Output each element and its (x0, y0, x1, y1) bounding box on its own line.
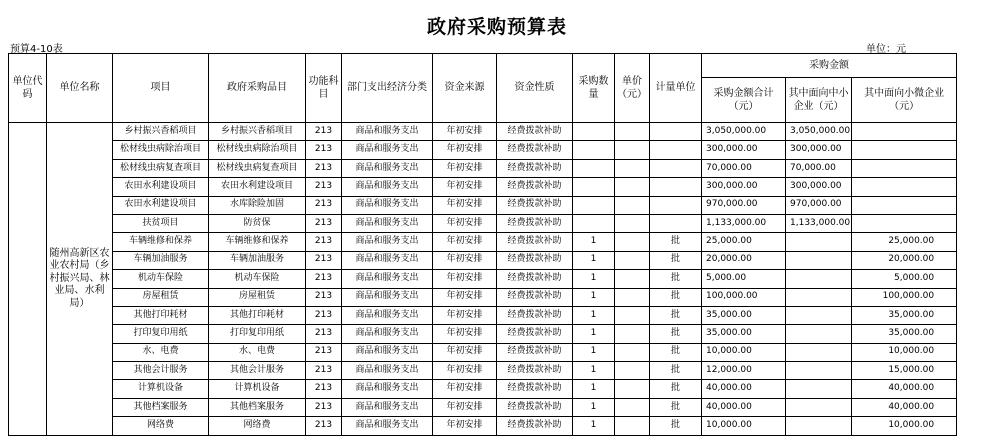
row-fund-source: 年初安排 (433, 141, 497, 159)
row-unit-price (615, 141, 650, 159)
row-item: 其他档案服务 (209, 398, 306, 416)
table-row (9, 178, 957, 196)
row-economic-class: 商品和服务支出 (342, 178, 433, 196)
row-project: 扶贫项目 (113, 214, 209, 232)
row-unit-price (615, 196, 650, 214)
row-fund-nature: 经费拨款补助 (497, 362, 573, 380)
row-function-subject: 213 (306, 306, 342, 324)
row-quantity (573, 159, 615, 177)
row-economic-class: 商品和服务支出 (342, 159, 433, 177)
header-amount-sme: 其中面向中小企业（元） (786, 78, 852, 123)
row-fund-nature: 经费拨款补助 (497, 159, 573, 177)
row-fund-nature: 经费拨款补助 (497, 196, 573, 214)
row-project: 松材线虫病除治项目 (113, 141, 209, 159)
row-item: 打印复印用纸 (209, 325, 306, 343)
row-quantity: 1 (573, 306, 615, 324)
row-unit-price (615, 288, 650, 306)
table-row (9, 141, 957, 159)
row-unit-price (615, 214, 650, 232)
table-row (9, 233, 957, 251)
row-amount-sme: 3,050,000.00 (786, 123, 852, 141)
row-project: 其他档案服务 (113, 398, 209, 416)
row-unit-price (615, 362, 650, 380)
row-fund-source: 年初安排 (433, 306, 497, 324)
row-function-subject: 213 (306, 159, 342, 177)
header-amount-total: 采购金额合计（元） (702, 78, 786, 123)
row-economic-class: 商品和服务支出 (342, 214, 433, 232)
row-amount-sme (786, 306, 852, 324)
table-row (9, 362, 957, 380)
row-fund-source: 年初安排 (433, 398, 497, 416)
row-economic-class: 商品和服务支出 (342, 362, 433, 380)
table-row (9, 159, 957, 177)
row-measure-unit: 批 (650, 270, 702, 288)
row-item: 防贫保 (209, 214, 306, 232)
table-row (9, 214, 957, 232)
row-fund-source: 年初安排 (433, 325, 497, 343)
row-fund-source: 年初安排 (433, 251, 497, 269)
row-amount-total: 300,000.00 (702, 141, 786, 159)
row-measure-unit: 批 (650, 233, 702, 251)
row-amount-micro: 35,000.00 (852, 325, 957, 343)
header-amount-micro: 其中面向小微企业（元） (852, 78, 957, 123)
row-measure-unit: 批 (650, 417, 702, 435)
row-amount-sme: 300,000.00 (786, 178, 852, 196)
currency-unit: 单位：元 (866, 44, 906, 55)
table-row (9, 196, 957, 214)
row-amount-micro (852, 159, 957, 177)
row-fund-source: 年初安排 (433, 123, 497, 141)
row-function-subject: 213 (306, 251, 342, 269)
row-function-subject: 213 (306, 214, 342, 232)
row-fund-nature: 经费拨款补助 (497, 417, 573, 435)
row-item: 房屋租赁 (209, 288, 306, 306)
row-amount-sme (786, 233, 852, 251)
row-measure-unit (650, 159, 702, 177)
header-economic-class: 部门支出经济分类 (342, 54, 433, 123)
row-fund-nature: 经费拨款补助 (497, 270, 573, 288)
row-economic-class: 商品和服务支出 (342, 325, 433, 343)
row-project: 乡村振兴香稻项目 (113, 123, 209, 141)
header-amount-group: 采购金额 (702, 54, 957, 78)
header-project: 项目 (113, 54, 209, 123)
row-unit-price (615, 123, 650, 141)
row-function-subject: 213 (306, 288, 342, 306)
row-measure-unit (650, 196, 702, 214)
row-amount-micro: 40,000.00 (852, 380, 957, 398)
row-fund-nature: 经费拨款补助 (497, 214, 573, 232)
row-amount-micro: 100,000.00 (852, 288, 957, 306)
row-measure-unit (650, 123, 702, 141)
row-project: 计算机设备 (113, 380, 209, 398)
row-unit-price (615, 380, 650, 398)
row-function-subject: 213 (306, 233, 342, 251)
row-project: 网络费 (113, 417, 209, 435)
row-quantity (573, 214, 615, 232)
row-function-subject: 213 (306, 141, 342, 159)
row-economic-class: 商品和服务支出 (342, 288, 433, 306)
row-item: 水库除险加固 (209, 196, 306, 214)
row-fund-nature: 经费拨款补助 (497, 233, 573, 251)
row-amount-sme (786, 380, 852, 398)
row-item: 松材线虫病复查项目 (209, 159, 306, 177)
row-unit-price (615, 270, 650, 288)
row-amount-micro: 40,000.00 (852, 398, 957, 416)
row-amount-total: 40,000.00 (702, 398, 786, 416)
row-amount-sme (786, 251, 852, 269)
row-project: 水、电费 (113, 343, 209, 361)
table-row (9, 398, 957, 416)
row-unit-price (615, 233, 650, 251)
unit-code-cell (9, 123, 47, 436)
row-amount-total: 10,000.00 (702, 417, 786, 435)
row-item: 乡村振兴香稻项目 (209, 123, 306, 141)
row-amount-sme (786, 398, 852, 416)
table-row (9, 270, 957, 288)
row-fund-source: 年初安排 (433, 288, 497, 306)
header-function-subject: 功能科目 (306, 54, 342, 123)
row-amount-sme: 70,000.00 (786, 159, 852, 177)
row-fund-nature: 经费拨款补助 (497, 123, 573, 141)
row-project: 农田水利建设项目 (113, 178, 209, 196)
header-quantity: 采购数量 (573, 54, 615, 123)
row-amount-total: 12,000.00 (702, 362, 786, 380)
row-item: 车辆维修和保养 (209, 233, 306, 251)
row-project: 车辆维修和保养 (113, 233, 209, 251)
row-economic-class: 商品和服务支出 (342, 233, 433, 251)
row-quantity (573, 178, 615, 196)
row-project: 机动车保险 (113, 270, 209, 288)
unit-name-cell: 随州高新区农业农村局（乡村振兴局、林业局、水利局） (47, 123, 113, 436)
table-row (9, 343, 957, 361)
row-unit-price (615, 178, 650, 196)
row-function-subject: 213 (306, 178, 342, 196)
row-fund-nature: 经费拨款补助 (497, 398, 573, 416)
row-quantity: 1 (573, 343, 615, 361)
row-fund-source: 年初安排 (433, 196, 497, 214)
row-function-subject: 213 (306, 196, 342, 214)
row-fund-source: 年初安排 (433, 362, 497, 380)
row-economic-class: 商品和服务支出 (342, 398, 433, 416)
row-measure-unit (650, 178, 702, 196)
row-fund-nature: 经费拨款补助 (497, 325, 573, 343)
row-unit-price (615, 325, 650, 343)
row-fund-nature: 经费拨款补助 (497, 288, 573, 306)
procurement-table (8, 53, 957, 436)
row-function-subject: 213 (306, 362, 342, 380)
row-amount-total: 10,000.00 (702, 343, 786, 361)
header-fund-nature: 资金性质 (497, 54, 573, 123)
row-function-subject: 213 (306, 380, 342, 398)
row-fund-nature: 经费拨款补助 (497, 306, 573, 324)
row-amount-micro (852, 178, 957, 196)
table-row (9, 325, 957, 343)
row-amount-total: 100,000.00 (702, 288, 786, 306)
table-row (9, 288, 957, 306)
row-measure-unit: 批 (650, 306, 702, 324)
row-economic-class: 商品和服务支出 (342, 380, 433, 398)
row-amount-sme (786, 417, 852, 435)
row-project: 其他打印耗材 (113, 306, 209, 324)
row-economic-class: 商品和服务支出 (342, 306, 433, 324)
row-amount-micro (852, 123, 957, 141)
row-economic-class: 商品和服务支出 (342, 270, 433, 288)
row-amount-sme: 970,000.00 (786, 196, 852, 214)
row-measure-unit: 批 (650, 251, 702, 269)
row-quantity: 1 (573, 417, 615, 435)
row-measure-unit (650, 141, 702, 159)
row-unit-price (615, 306, 650, 324)
row-function-subject: 213 (306, 270, 342, 288)
row-item: 机动车保险 (209, 270, 306, 288)
row-measure-unit: 批 (650, 362, 702, 380)
row-item: 其他会计服务 (209, 362, 306, 380)
page-title: 政府采购预算表 (426, 16, 567, 38)
row-function-subject: 213 (306, 123, 342, 141)
row-amount-micro: 25,000.00 (852, 233, 957, 251)
row-fund-source: 年初安排 (433, 178, 497, 196)
row-quantity (573, 141, 615, 159)
row-item: 其他打印耗材 (209, 306, 306, 324)
row-amount-total: 970,000.00 (702, 196, 786, 214)
row-quantity: 1 (573, 251, 615, 269)
row-project: 打印复印用纸 (113, 325, 209, 343)
row-amount-micro (852, 141, 957, 159)
header-measure-unit: 计量单位 (650, 54, 702, 123)
row-measure-unit: 批 (650, 343, 702, 361)
row-economic-class: 商品和服务支出 (342, 123, 433, 141)
row-economic-class: 商品和服务支出 (342, 141, 433, 159)
row-function-subject: 213 (306, 325, 342, 343)
header-procurement-item: 政府采购品目 (209, 54, 306, 123)
row-amount-micro (852, 214, 957, 232)
row-amount-total: 40,000.00 (702, 380, 786, 398)
row-measure-unit: 批 (650, 380, 702, 398)
row-amount-total: 25,000.00 (702, 233, 786, 251)
row-economic-class: 商品和服务支出 (342, 417, 433, 435)
row-amount-micro: 10,000.00 (852, 417, 957, 435)
row-quantity: 1 (573, 288, 615, 306)
row-economic-class: 商品和服务支出 (342, 343, 433, 361)
row-economic-class: 商品和服务支出 (342, 196, 433, 214)
row-fund-source: 年初安排 (433, 417, 497, 435)
row-project: 其他会计服务 (113, 362, 209, 380)
row-item: 网络费 (209, 417, 306, 435)
row-amount-total: 20,000.00 (702, 251, 786, 269)
row-item: 计算机设备 (209, 380, 306, 398)
row-unit-price (615, 343, 650, 361)
row-amount-sme (786, 288, 852, 306)
row-amount-total: 35,000.00 (702, 325, 786, 343)
row-project: 车辆加油服务 (113, 251, 209, 269)
table-row (9, 251, 957, 269)
table-row (9, 306, 957, 324)
row-item: 车辆加油服务 (209, 251, 306, 269)
row-quantity: 1 (573, 398, 615, 416)
row-amount-total: 5,000.00 (702, 270, 786, 288)
row-function-subject: 213 (306, 417, 342, 435)
row-item: 水、电费 (209, 343, 306, 361)
row-fund-nature: 经费拨款补助 (497, 141, 573, 159)
row-amount-micro: 35,000.00 (852, 306, 957, 324)
row-fund-source: 年初安排 (433, 270, 497, 288)
row-unit-price (615, 417, 650, 435)
row-fund-source: 年初安排 (433, 343, 497, 361)
header-unit-name: 单位名称 (47, 54, 113, 123)
row-project: 房屋租赁 (113, 288, 209, 306)
row-measure-unit: 批 (650, 398, 702, 416)
row-measure-unit: 批 (650, 288, 702, 306)
row-item: 农田水利建设项目 (209, 178, 306, 196)
row-function-subject: 213 (306, 398, 342, 416)
row-amount-micro: 20,000.00 (852, 251, 957, 269)
header-unit-price: 单价（元） (615, 54, 650, 123)
row-amount-micro (852, 196, 957, 214)
row-amount-sme (786, 270, 852, 288)
row-amount-total: 300,000.00 (702, 178, 786, 196)
header-fund-source: 资金来源 (433, 54, 497, 123)
row-item: 松材线虫病除治项目 (209, 141, 306, 159)
row-fund-nature: 经费拨款补助 (497, 343, 573, 361)
row-quantity: 1 (573, 270, 615, 288)
row-project: 农田水利建设项目 (113, 196, 209, 214)
row-fund-source: 年初安排 (433, 233, 497, 251)
row-fund-source: 年初安排 (433, 214, 497, 232)
row-amount-sme (786, 343, 852, 361)
row-amount-sme: 300,000.00 (786, 141, 852, 159)
table-row (9, 417, 957, 435)
row-project: 松材线虫病复查项目 (113, 159, 209, 177)
row-fund-nature: 经费拨款补助 (497, 178, 573, 196)
row-amount-micro: 5,000.00 (852, 270, 957, 288)
table-row (9, 123, 957, 141)
row-amount-micro: 10,000.00 (852, 343, 957, 361)
row-quantity (573, 196, 615, 214)
row-unit-price (615, 251, 650, 269)
row-fund-source: 年初安排 (433, 159, 497, 177)
row-unit-price (615, 159, 650, 177)
row-amount-total: 3,050,000.00 (702, 123, 786, 141)
row-amount-sme (786, 362, 852, 380)
header-unit-code: 单位代码 (9, 54, 47, 123)
row-fund-nature: 经费拨款补助 (497, 251, 573, 269)
form-code: 预算4-10表 (10, 44, 63, 55)
row-quantity: 1 (573, 362, 615, 380)
row-function-subject: 213 (306, 343, 342, 361)
row-amount-total: 70,000.00 (702, 159, 786, 177)
row-measure-unit: 批 (650, 325, 702, 343)
row-amount-total: 35,000.00 (702, 306, 786, 324)
row-fund-source: 年初安排 (433, 380, 497, 398)
row-quantity: 1 (573, 233, 615, 251)
row-unit-price (615, 398, 650, 416)
row-quantity: 1 (573, 325, 615, 343)
row-quantity: 1 (573, 380, 615, 398)
row-amount-sme (786, 325, 852, 343)
row-quantity (573, 123, 615, 141)
row-economic-class: 商品和服务支出 (342, 251, 433, 269)
table-row (9, 380, 957, 398)
row-amount-sme: 1,133,000.00 (786, 214, 852, 232)
row-fund-nature: 经费拨款补助 (497, 380, 573, 398)
row-amount-micro: 15,000.00 (852, 362, 957, 380)
row-measure-unit (650, 214, 702, 232)
row-amount-total: 1,133,000.00 (702, 214, 786, 232)
